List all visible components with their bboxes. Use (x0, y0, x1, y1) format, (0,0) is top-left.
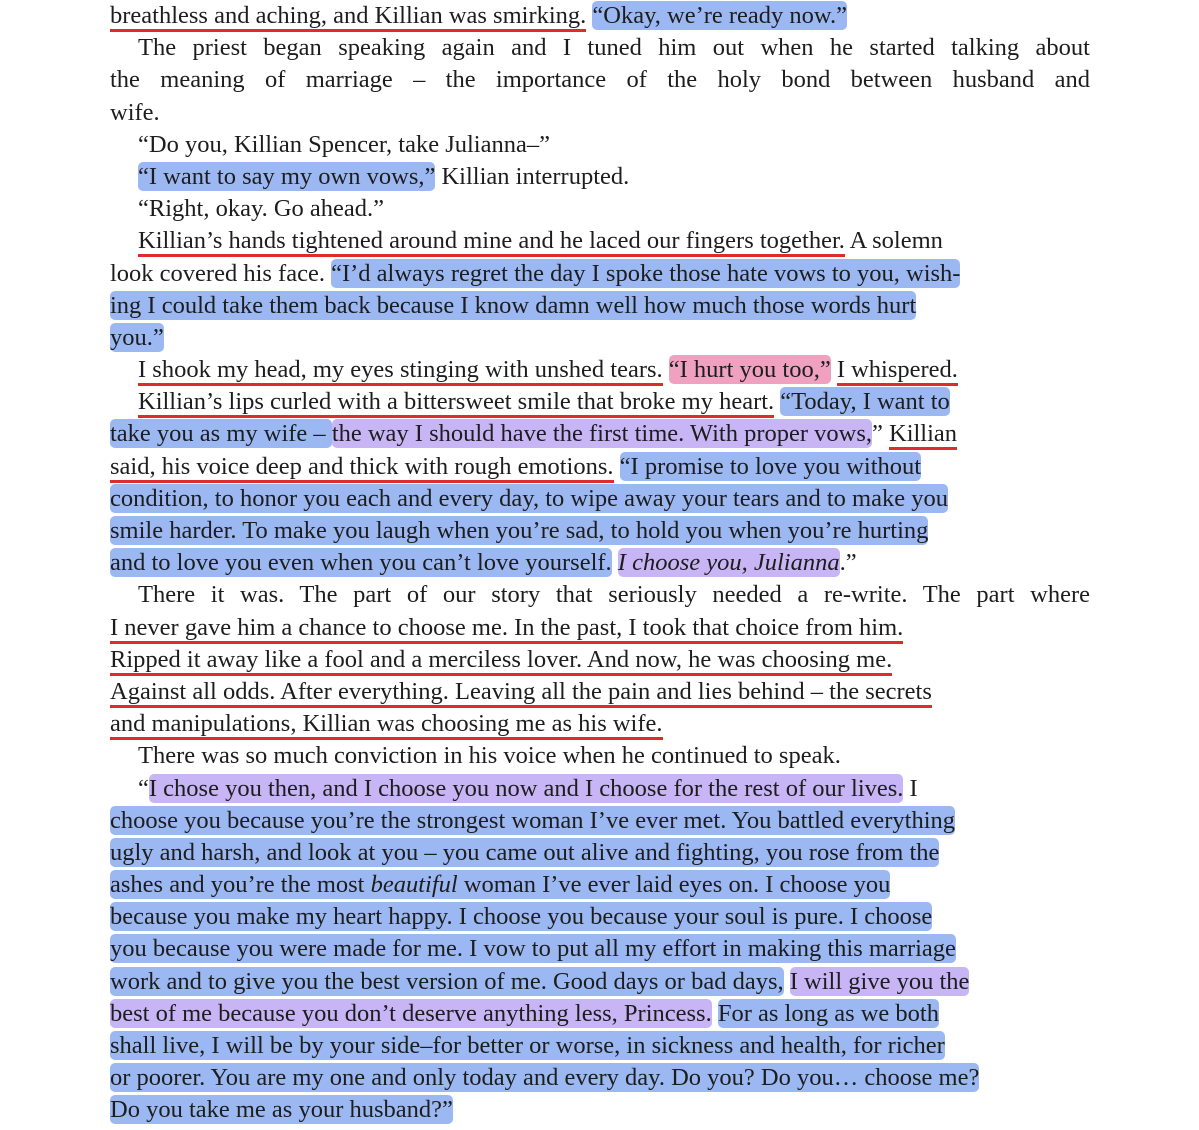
text-line (110, 869, 1090, 901)
underlined-text: said, his voice deep and thick with rough emotions. (110, 453, 614, 483)
highlighted-text-purple (618, 548, 840, 577)
plain-text: look covered his face. (110, 259, 332, 287)
highlighted-text-purple: I will give you the (789, 967, 970, 995)
text-line (110, 998, 1090, 1030)
text-line (110, 451, 1090, 483)
plain-text: Killian interrupted. (435, 162, 630, 190)
text-line (110, 322, 1090, 354)
italic-text: beautiful (370, 871, 458, 899)
book-page (110, 0, 1090, 1127)
text-line: wife. (110, 98, 160, 126)
plain-text: ashes and you’re the most (110, 871, 371, 899)
highlighted-text-blue: you.” (110, 323, 164, 351)
underlined-text: Killian’s hands tightened around mine and he laced our fingers together. (138, 227, 845, 257)
highlighted-text-blue: take you as my wife – (110, 420, 332, 448)
text-line (110, 483, 1090, 515)
text-line: There it was. The part of our story that seriously needed a re-write. The part where (138, 581, 1090, 609)
text-line (110, 708, 1090, 740)
underlined-text: Against all odds. After everything. Leaving all the pain and lies behind – the secrets (110, 678, 932, 708)
plain-text: woman I’ve ever laid eyes on. I choose you (457, 871, 891, 899)
highlighted-text-blue: smile harder. To make you laugh when you’re sad, to hold you when you’re hurting (110, 517, 929, 544)
plain-text: “ (138, 774, 149, 802)
underlined-text: I shook my head, my eyes stinging with unshed tears. (138, 356, 663, 386)
text-line: The priest began speaking again and I tuned him out when he started talking about (138, 34, 1090, 62)
highlighted-text-blue: “I’d always regret the day I spoke those hate vows to you, wish- (331, 259, 961, 287)
highlighted-text-blue: “I want to say my own vows,” (138, 162, 436, 190)
text-line (110, 161, 1090, 193)
text-line (110, 773, 1090, 805)
plain-text: A solemn (844, 227, 943, 255)
highlighted-text-blue: “Okay, we’re ready now.” (592, 2, 848, 29)
text-line (110, 0, 1090, 32)
highlighted-text-blue: “I promise to love you without (619, 452, 922, 480)
underlined-text: I never gave him a chance to choose me. In the past, I took that choice from him. (110, 614, 903, 644)
highlighted-text-blue: For as long as we both (717, 999, 939, 1027)
text-line (110, 1094, 1090, 1126)
text-line: “Do you, Killian Spencer, take Julianna–” (138, 130, 550, 158)
text-line (110, 676, 1090, 708)
highlighted-text-blue: shall live, I will be by your side–for better or worse, in sickness and health, for richer (110, 1032, 945, 1059)
text-line (110, 386, 1090, 418)
text-line (110, 901, 1090, 933)
highlighted-text-pink: “I hurt you too,” (668, 356, 831, 384)
highlighted-text-blue: choose you because you’re the strongest woman I’ve ever met. You battled everything (110, 806, 956, 834)
text-line (110, 354, 1090, 386)
text-line: “Right, okay. Go ahead.” (138, 195, 385, 223)
text-line (110, 290, 1090, 322)
highlighted-text-blue: work and to give you the best version of me. Good days or bad days, (110, 967, 784, 995)
text-line: There was so much conviction in his voice when he continued to speak. (138, 742, 841, 770)
plain-text: I (903, 774, 918, 802)
underlined-text: Killian’s lips curled with a bittersweet smile that broke my heart. (138, 388, 774, 418)
text-line (110, 805, 1090, 837)
underlined-text: Killian (889, 420, 957, 450)
highlighted-text-blue: ing I could take them back because I know damn well how much those words hurt (110, 291, 917, 319)
highlighted-text-purple: best of me because you don’t deserve anything less, Princess. (110, 999, 712, 1027)
highlighted-text-purple: the way I should have the first time. With proper vows, (331, 420, 872, 448)
highlighted-text-blue: or poorer. You are my one and only today and every day. Do you? Do you… choose me? (110, 1064, 980, 1092)
text-line (110, 547, 1090, 579)
underlined-text: breathless and aching, and Killian was smirking. (110, 2, 586, 32)
highlighted-text-blue: because you make my heart happy. I choose you because your soul is pure. I choose (110, 903, 933, 931)
highlighted-text-purple: I chose you then, and I choose you now and I choose for the rest of our lives. (148, 774, 904, 802)
underlined-text: and manipulations, Killian was choosing me as his wife. (110, 710, 663, 740)
highlighted-text-blue: “Today, I want to (780, 388, 950, 416)
text-line (110, 837, 1090, 869)
underlined-text: I whispered. (837, 356, 958, 386)
text-line (110, 933, 1090, 965)
text-line (110, 966, 1090, 998)
text-line (110, 225, 1090, 257)
highlighted-text-blue (110, 870, 890, 899)
highlighted-text-blue: ugly and harsh, and look at you – you came out alive and fighting, you rose from the (110, 838, 940, 866)
highlighted-text-blue: Do you take me as your husband?” (110, 1096, 453, 1124)
text-line (110, 258, 1090, 290)
highlighted-text-blue: and to love you even when you can’t love yourself. (110, 549, 612, 577)
plain-text: .” (839, 549, 857, 577)
plain-text: ” (872, 420, 889, 448)
text-line (110, 418, 1090, 450)
underlined-text: Ripped it away like a fool and a merciless lover. And now, he was choosing me. (110, 646, 892, 676)
text-line (110, 612, 1090, 644)
highlighted-text-blue: you because you were made for me. I vow to put all my effort in making this marriage (110, 935, 956, 963)
highlighted-text-blue: condition, to honor you each and every day, to wipe away your tears and to make you (110, 484, 948, 512)
text-line (110, 1030, 1090, 1062)
text-line (110, 1062, 1090, 1094)
italic-text: I choose you, Julianna (617, 549, 840, 577)
text-line (110, 515, 1090, 547)
text-line: the meaning of marriage – the importance of the holy bond between husband and (110, 66, 1090, 94)
text-line (110, 644, 1090, 676)
